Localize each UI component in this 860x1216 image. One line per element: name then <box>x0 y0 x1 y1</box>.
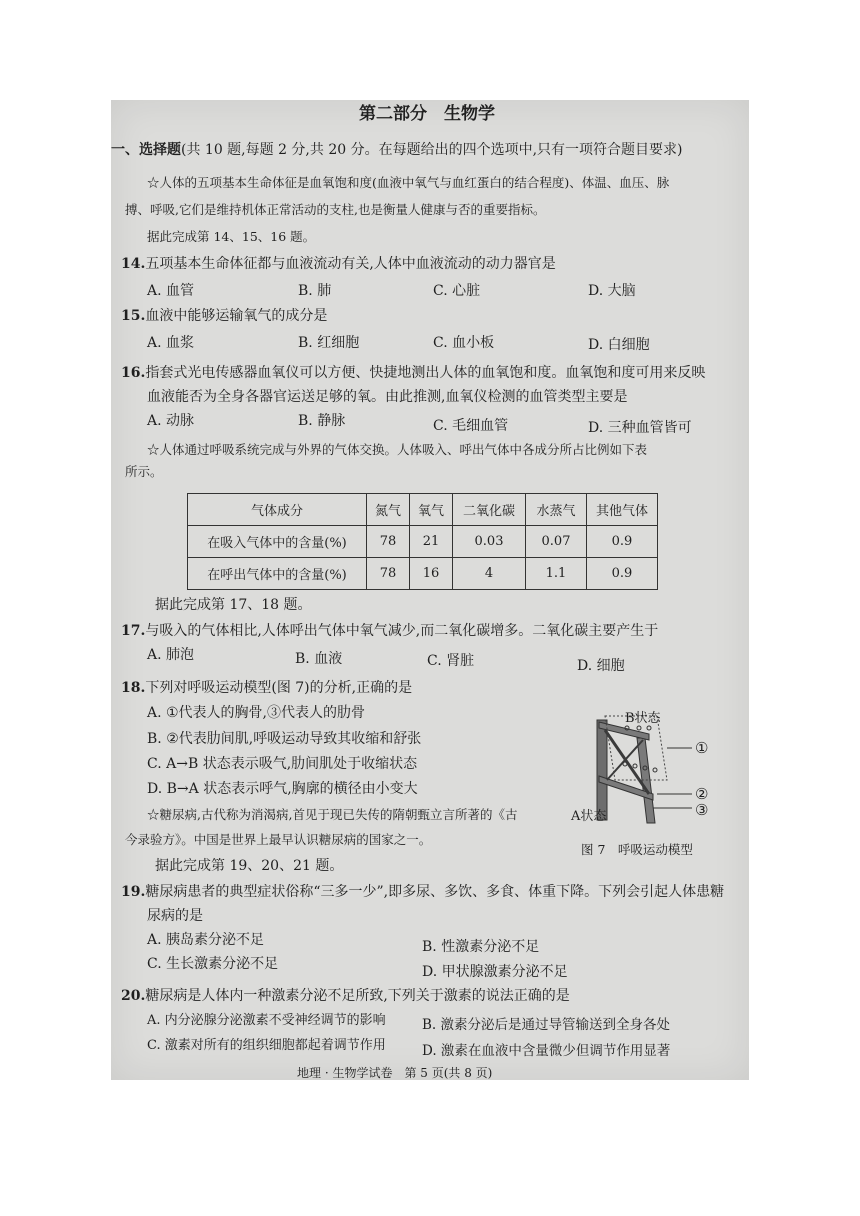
option-c: C. 毛细血管 <box>433 418 509 434</box>
table-cell: 4 <box>453 558 526 590</box>
option-b: B. 激素分泌后是通过导管输送到全身各处 <box>422 1017 671 1033</box>
question-stem: 指套式光电传感器血氧仪可以方便、快捷地测出人体的血氧饱和度。血氧饱和度可用来反映 <box>145 365 706 381</box>
section-title: 一、选择题 <box>111 142 181 158</box>
figure-caption: 图 7 呼吸运动模型 <box>581 842 693 857</box>
question-stem: 糖尿病是人体内一种激素分泌不足所致,下列关于激素的说法正确的是 <box>145 988 570 1004</box>
table-row <box>188 526 658 558</box>
table-header-row <box>188 494 658 526</box>
question-14 <box>121 255 556 273</box>
option-d: D. 甲状腺激素分泌不足 <box>422 964 568 980</box>
question-stem: 下列对呼吸运动模型(图 7)的分析,正确的是 <box>145 680 413 696</box>
table-cell: 0.9 <box>587 558 658 590</box>
table-cell: 21 <box>410 526 453 558</box>
state-a-label: A状态 <box>571 809 607 824</box>
joint-marker <box>633 764 637 768</box>
question-16 <box>121 364 705 382</box>
question-number: 16. <box>121 365 146 381</box>
option-d: D. 三种血管皆可 <box>588 420 692 436</box>
intro-paragraph-line: ☆糖尿病,古代称为消渴病,首见于现已失传的隋朝甄立言所著的《古 <box>147 807 518 822</box>
option-a: A. 动脉 <box>147 413 195 429</box>
section-rule: (共 10 题,每题 2 分,共 20 分。在每题给出的四个选项中,只有一项符合题目要求) <box>181 142 683 158</box>
question-number: 19. <box>121 884 146 900</box>
table-cell: 1.1 <box>526 558 587 590</box>
elastic-band <box>607 740 643 780</box>
marker-2: ② <box>695 785 709 803</box>
marker-3: ③ <box>695 801 709 819</box>
table-cell: 78 <box>367 526 410 558</box>
question-number: 20. <box>121 988 146 1004</box>
option-b: B. 性激素分泌不足 <box>422 939 540 955</box>
option-b: B. 血液 <box>295 651 343 667</box>
option-a: A. 血管 <box>147 283 195 299</box>
table-header: 二氧化碳 <box>453 494 526 526</box>
instruction-text: 据此完成第 19、20、21 题。 <box>155 858 344 874</box>
option-a: A. 胰岛素分泌不足 <box>147 932 265 948</box>
state-b-label: B状态 <box>625 711 661 726</box>
table-cell: 78 <box>367 558 410 590</box>
option-c: C. 生长激素分泌不足 <box>147 956 279 972</box>
question-stem: 糖尿病患者的典型症状俗称“三多一少”,即多尿、多饮、多食、体重下降。下列会引起人体患糖 <box>145 884 725 900</box>
question-stem-continued: 血液能否为全身各器官运送足够的氧。由此推测,血氧仪检测的血管类型主要是 <box>147 389 628 405</box>
option-d: D. 细胞 <box>577 658 625 674</box>
spine-bar <box>597 720 607 820</box>
instruction-text: 据此完成第 17、18 题。 <box>155 597 312 613</box>
question-stem: 与吸入的气体相比,人体呼出气体中氧气减少,而二氧化碳增多。二氧化碳主要产生于 <box>145 623 659 639</box>
table-header: 气体成分 <box>188 494 367 526</box>
table-cell: 0.9 <box>587 526 658 558</box>
table-cell: 在呼出气体中的含量(%) <box>188 558 367 590</box>
breathing-model-diagram <box>577 708 747 858</box>
option-c: C. 肾脏 <box>427 653 475 669</box>
question-number: 14. <box>121 256 146 272</box>
option-b: B. 红细胞 <box>298 335 360 351</box>
option-a: A. 内分泌腺分泌激素不受神经调节的影响 <box>147 1013 386 1028</box>
question-stem: 血液中能够运输氧气的成分是 <box>145 308 328 324</box>
gas-composition-table <box>187 493 658 590</box>
intro-paragraph-line: ☆人体通过呼吸系统完成与外界的气体交换。人体吸入、呼出气体中各成分所占比例如下表 <box>147 442 648 457</box>
question-17 <box>121 622 658 640</box>
question-number: 15. <box>121 308 146 324</box>
table-cell: 16 <box>410 558 453 590</box>
question-20 <box>121 987 570 1005</box>
option-d: D. 激素在血液中含量微少但调节作用显著 <box>422 1043 671 1059</box>
option-a: A. 血浆 <box>147 335 195 351</box>
question-15 <box>121 307 327 325</box>
intro-paragraph-line: 所示。 <box>125 464 163 479</box>
joint-marker <box>653 768 657 772</box>
option-c: C. 心脏 <box>433 283 481 299</box>
section-heading <box>111 141 683 159</box>
intro-paragraph-line: ☆人体的五项基本生命体征是血氧饱和度(血液中氧气与血红蛋白的结合程度)、体温、血压、脉 <box>147 175 670 190</box>
table-header: 氮气 <box>367 494 410 526</box>
option-c: C. A→B 状态表示吸气,肋间肌处于收缩状态 <box>147 756 418 772</box>
table-row <box>188 558 658 590</box>
option-d: D. 大脑 <box>588 283 636 299</box>
option-c: C. 激素对所有的组织细胞都起着调节作用 <box>147 1038 386 1053</box>
option-a: A. 肺泡 <box>147 647 195 663</box>
table-cell: 0.07 <box>526 526 587 558</box>
page-title: 第二部分 生物学 <box>359 104 495 124</box>
instruction-text: 据此完成第 14、15、16 题。 <box>147 229 316 244</box>
intro-paragraph-line: 搏、呼吸,它们是维持机体正常活动的支柱,也是衡量人健康与否的重要指标。 <box>125 202 546 217</box>
breathing-model-figure <box>571 708 747 858</box>
option-d: D. 白细胞 <box>588 337 650 353</box>
table-header: 水蒸气 <box>526 494 587 526</box>
page-footer: 地理 · 生物学试卷 第 5 页(共 8 页) <box>297 1066 493 1080</box>
option-d: D. B→A 状态表示呼气,胸廓的横径由小变大 <box>147 781 418 797</box>
question-18 <box>121 679 412 697</box>
question-number: 17. <box>121 623 146 639</box>
option-b: B. ②代表肋间肌,呼吸运动导致其收缩和舒张 <box>147 731 422 747</box>
joint-marker <box>623 762 627 766</box>
table-header: 氧气 <box>410 494 453 526</box>
marker-1: ① <box>695 739 709 757</box>
option-c: C. 血小板 <box>433 335 495 351</box>
option-a: A. ①代表人的胸骨,③代表人的肋骨 <box>147 705 366 721</box>
question-19 <box>121 883 724 901</box>
option-b: B. 肺 <box>298 283 332 299</box>
question-stem-continued: 尿病的是 <box>147 908 203 924</box>
option-b: B. 静脉 <box>298 413 346 429</box>
table-cell: 0.03 <box>453 526 526 558</box>
table-header: 其他气体 <box>587 494 658 526</box>
question-stem: 五项基本生命体征都与血液流动有关,人体中血液流动的动力器官是 <box>145 256 556 272</box>
question-number: 18. <box>121 680 146 696</box>
intro-paragraph-line: 今录验方》。中国是世界上最早认识糖尿病的国家之一。 <box>125 832 432 847</box>
exam-page <box>111 100 749 1080</box>
table-cell: 在吸入气体中的含量(%) <box>188 526 367 558</box>
